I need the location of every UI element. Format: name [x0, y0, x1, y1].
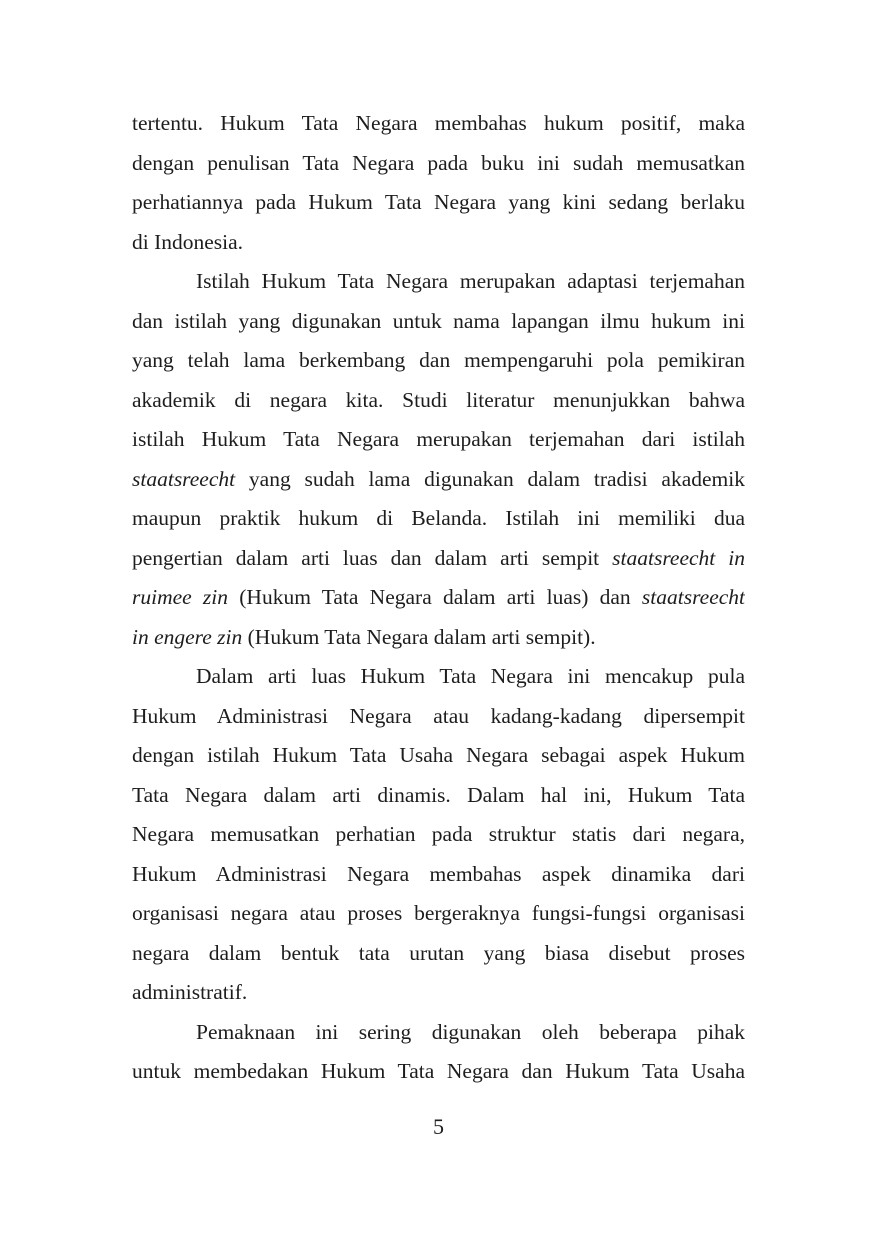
italic-text-segment: staatsreecht — [132, 466, 236, 491]
text-segment: organisasi negara atau proses bergeraknya fungsi-fungsi organisasi — [132, 901, 745, 925]
text-segment: yang sudah lama digunakan dalam tradisi akademik — [235, 466, 745, 491]
text-line — [132, 499, 745, 539]
text-line — [132, 223, 745, 263]
italic-text-segment: staatsreecht in — [612, 545, 745, 570]
text-segment: Hukum Administrasi Negara atau kadang-kadang dipersempit — [132, 703, 745, 728]
text-line — [132, 657, 745, 697]
text-segment: Hukum Administrasi Negara membahas aspek dinamika dari — [132, 861, 745, 886]
text-line — [132, 460, 745, 500]
text-segment: istilah Hukum Tata Negara merupakan terjemahan dari istilah — [132, 427, 745, 451]
text-segment: tertentu. Hukum Tata Negara membahas hukum positif, maka — [132, 111, 745, 135]
text-segment: perhatiannya pada Hukum Tata Negara yang kini sedang berlaku — [132, 190, 745, 214]
text-line — [132, 815, 745, 855]
text-segment: di Indonesia. — [132, 229, 244, 254]
text-segment: Pemaknaan ini sering digunakan oleh beberapa pihak — [196, 1019, 745, 1044]
text-line — [132, 144, 745, 184]
text-line — [132, 104, 745, 144]
paragraph — [132, 1013, 745, 1092]
text-line — [132, 262, 745, 302]
text-line — [132, 381, 745, 421]
text-segment: untuk membedakan Hukum Tata Negara dan Hukum Tata Usaha — [132, 1059, 745, 1083]
text-block — [132, 104, 745, 1092]
text-line — [132, 183, 745, 223]
text-segment: Dalam arti luas Hukum Tata Negara ini mencakup pula — [196, 664, 745, 688]
text-segment: (Hukum Tata Negara dalam arti sempit). — [242, 624, 596, 649]
paragraph — [132, 657, 745, 1013]
text-line — [132, 894, 745, 934]
italic-text-segment: ruimee zin — [132, 585, 229, 609]
text-segment: Istilah Hukum Tata Negara merupakan adaptasi terjemahan — [196, 269, 745, 293]
text-line — [132, 697, 745, 737]
text-line — [132, 302, 745, 342]
text-line — [132, 341, 745, 381]
text-line — [132, 934, 745, 974]
text-segment: akademik di negara kita. Studi literatur menunjukkan bahwa — [132, 387, 745, 412]
text-line — [132, 736, 745, 776]
text-line — [132, 420, 745, 460]
text-line — [132, 855, 745, 895]
text-line — [132, 1013, 745, 1053]
text-segment: administratif. — [132, 980, 248, 1004]
text-line — [132, 618, 745, 658]
italic-text-segment: staatsreecht — [641, 585, 745, 609]
text-line — [132, 776, 745, 816]
paragraph — [132, 104, 745, 262]
text-segment: Tata Negara dalam arti dinamis. Dalam hal ini, Hukum Tata — [132, 782, 745, 807]
text-segment: yang telah lama berkembang dan mempengaruhi pola pemikiran — [132, 348, 745, 372]
text-segment: pengertian dalam arti luas dan dalam arti sempit — [132, 545, 613, 570]
text-segment: dan istilah yang digunakan untuk nama lapangan ilmu hukum ini — [132, 308, 745, 333]
text-segment: dengan penulisan Tata Negara pada buku ini sudah memusatkan — [132, 150, 745, 175]
paragraph — [132, 262, 745, 657]
text-segment: dengan istilah Hukum Tata Usaha Negara sebagai aspek Hukum — [132, 743, 745, 767]
text-segment: negara dalam bentuk tata urutan yang biasa disebut proses — [132, 940, 745, 965]
text-line — [132, 1052, 745, 1092]
text-line — [132, 973, 745, 1013]
text-line — [132, 578, 745, 618]
text-line — [132, 539, 745, 579]
text-segment: (Hukum Tata Negara dalam arti luas) dan — [228, 585, 642, 609]
text-segment: maupun praktik hukum di Belanda. Istilah ini memiliki dua — [132, 506, 745, 530]
text-segment: Negara memusatkan perhatian pada struktur statis dari negara, — [132, 822, 745, 846]
page-number: 5 — [433, 1114, 444, 1139]
italic-text-segment: in engere zin — [132, 624, 243, 649]
